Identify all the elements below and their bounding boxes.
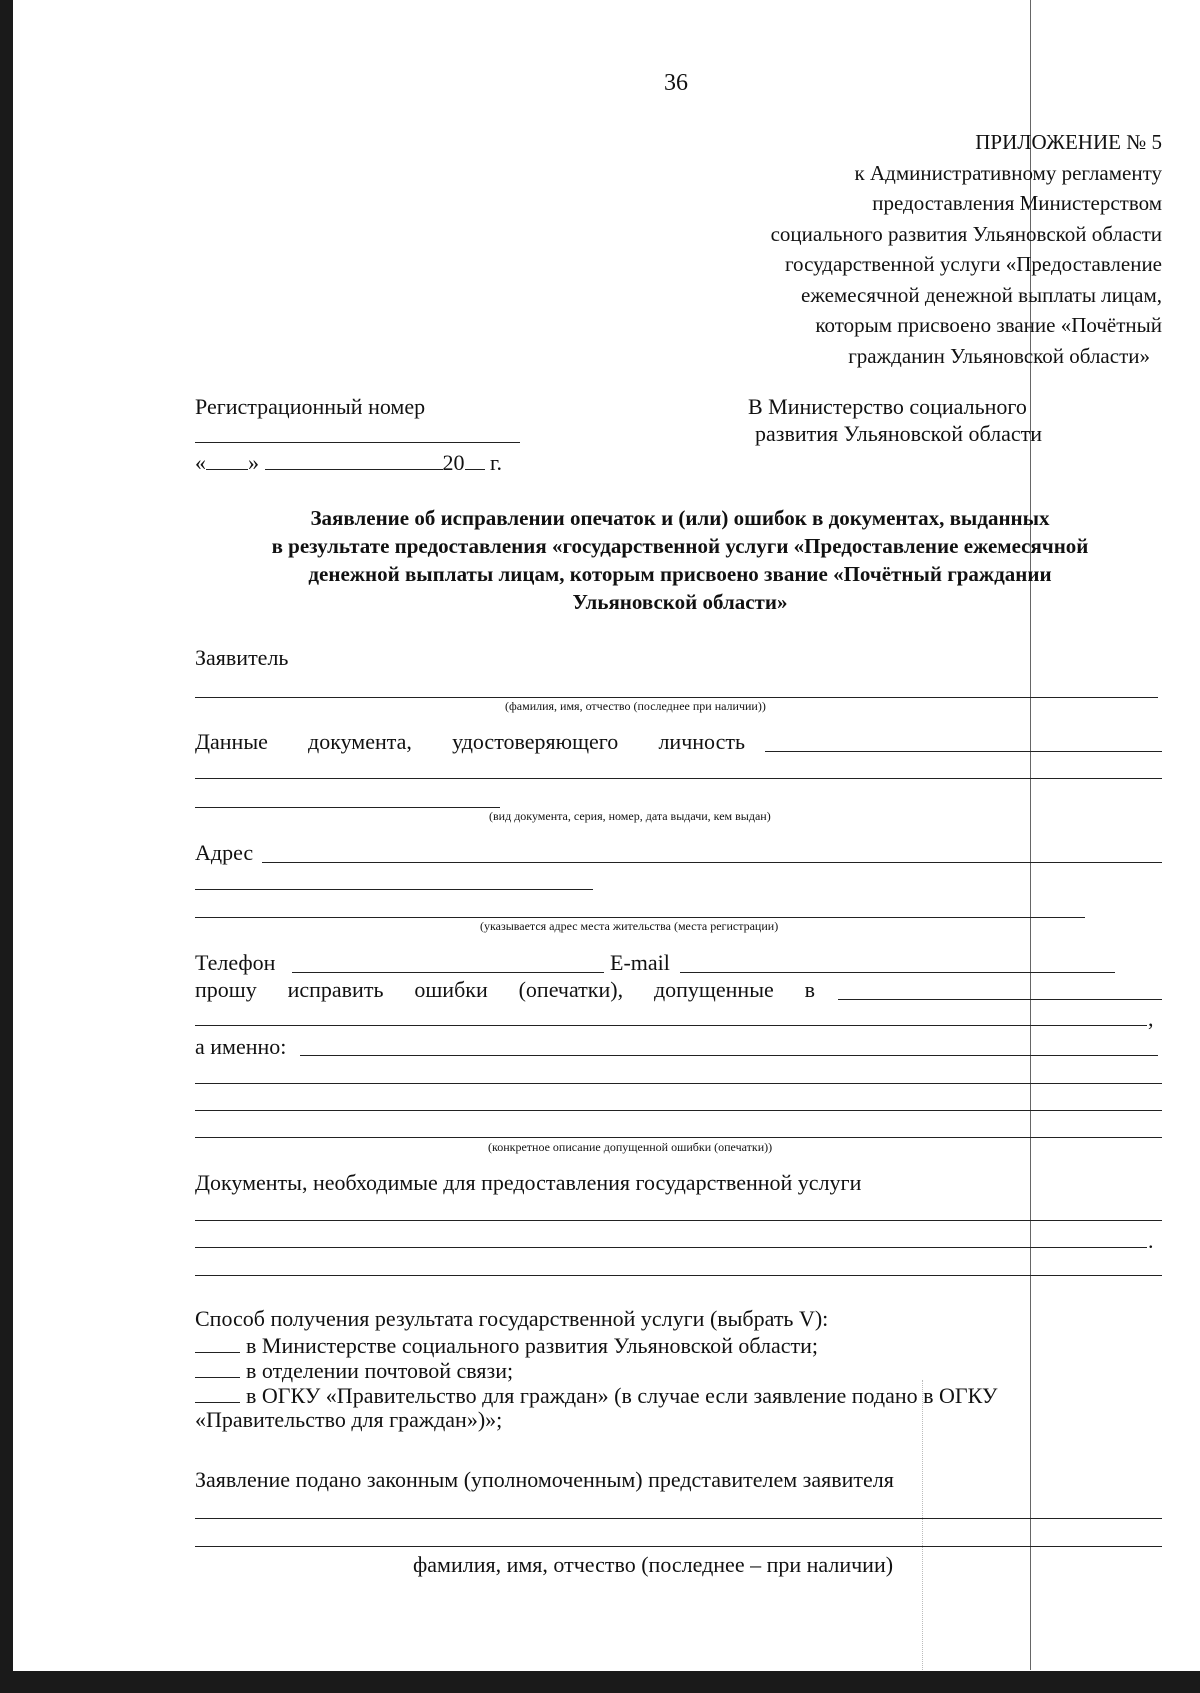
- registration-number-field[interactable]: [195, 442, 520, 443]
- identity-doc-field-line2[interactable]: [195, 778, 1162, 779]
- page-number: 36: [664, 70, 688, 96]
- delivery-option-post: в отделении почтовой связи;: [195, 1357, 513, 1384]
- address-field-line2[interactable]: [195, 889, 593, 890]
- namely-label: а именно:: [195, 1034, 287, 1059]
- representative-caption: фамилия, имя, отчество (последнее – при наличии): [413, 1552, 894, 1577]
- date-close-quote: »: [248, 450, 259, 475]
- title-line: Ульяновской области»: [572, 590, 788, 614]
- address-label: Адрес: [195, 840, 254, 865]
- annex-line: предоставления Министерством: [872, 191, 1162, 215]
- scan-fold-line-faint: [922, 1380, 923, 1670]
- delivery-option-ministry: в Министерстве социального развития Ульяновской области;: [195, 1332, 818, 1359]
- identity-doc-label: Данные документа, удостоверяющего личность: [195, 729, 745, 754]
- addressee-line: В Министерство социального: [748, 394, 1027, 419]
- phone-field[interactable]: [292, 972, 604, 973]
- addressee-line: развития Ульяновской области: [755, 421, 1043, 446]
- applicant-name-field[interactable]: [195, 697, 1158, 698]
- documents-period: .: [1148, 1228, 1154, 1253]
- date-year-prefix: 20: [442, 450, 465, 475]
- annex-line: которым присвоено звание «Почётный: [815, 313, 1162, 337]
- date-year-field[interactable]: [465, 449, 485, 470]
- error-description-field-line4[interactable]: [195, 1137, 1162, 1138]
- delivery-option-ogku-continuation: «Правительство для граждан»)»;: [195, 1407, 503, 1432]
- scan-left-border: [0, 0, 13, 1693]
- scan-bottom-border: [0, 1671, 1200, 1693]
- title-line: в результате предоставления «государственной услуги «Предоставление ежемесячной: [271, 534, 1089, 558]
- error-description-field[interactable]: [300, 1055, 1158, 1056]
- address-field[interactable]: [262, 862, 1162, 863]
- request-document-field-line2[interactable]: [195, 1025, 1147, 1026]
- identity-doc-field[interactable]: [765, 751, 1162, 752]
- representative-name-field[interactable]: [195, 1518, 1162, 1519]
- date-day-field[interactable]: [206, 449, 248, 470]
- representative-name-field-line2[interactable]: [195, 1546, 1162, 1547]
- date-open-quote: «: [195, 450, 206, 475]
- applicant-caption: (фамилия, имя, отчество (последнее при наличии)): [505, 699, 766, 713]
- email-label: E-mail: [610, 950, 670, 975]
- annex-heading: ПРИЛОЖЕНИЕ № 5: [975, 130, 1162, 154]
- annex-line: гражданин Ульяновской области»: [848, 343, 1150, 368]
- title-line: денежной выплаты лицам, которым присвоено звание «Почётный граждании: [308, 562, 1052, 586]
- delivery-option-post-checkbox[interactable]: [195, 1357, 240, 1378]
- documents-field-line3[interactable]: [195, 1275, 1162, 1276]
- error-description-caption: (конкретное описание допущенной ошибки (опечатки)): [488, 1140, 773, 1154]
- address-caption: (указывается адрес места жительства (места регистрации): [480, 919, 779, 933]
- date-month-field[interactable]: [265, 449, 443, 470]
- request-document-field[interactable]: [838, 999, 1162, 1000]
- annex-line: государственной услуги «Предоставление: [784, 252, 1162, 276]
- applicant-label: Заявитель: [195, 645, 289, 670]
- delivery-option-ministry-checkbox[interactable]: [195, 1332, 240, 1353]
- registration-date: [195, 449, 502, 476]
- documents-label: Документы, необходимые для предоставления государственной услуги: [195, 1170, 862, 1195]
- registration-label: Регистрационный номер: [195, 394, 426, 419]
- request-comma: ,: [1148, 1006, 1154, 1031]
- request-label: прошу исправить ошибки (опечатки), допущенные в: [195, 977, 815, 1002]
- delivery-option-ogku: в ОГКУ «Правительство для граждан» (в случае если заявление подано в ОГКУ: [195, 1382, 997, 1409]
- title-line: Заявление об исправлении опечаток и (или) ошибок в документах, выданных: [310, 506, 1050, 530]
- documents-field[interactable]: [195, 1220, 1162, 1221]
- phone-label: Телефон: [195, 950, 276, 975]
- error-description-field-line2[interactable]: [195, 1083, 1162, 1084]
- annex-line: к Административному регламенту: [854, 160, 1162, 185]
- email-field[interactable]: [680, 972, 1115, 973]
- error-description-field-line3[interactable]: [195, 1110, 1162, 1111]
- date-year-suffix: г.: [490, 450, 503, 475]
- address-field-line3[interactable]: [195, 917, 1085, 918]
- identity-doc-caption: (вид документа, серия, номер, дата выдачи, кем выдан): [489, 809, 771, 823]
- representative-label: Заявление подано законным (уполномоченным) представителем заявителя: [195, 1467, 894, 1492]
- delivery-option-ogku-checkbox[interactable]: [195, 1382, 240, 1403]
- annex-line: социального развития Ульяновской области: [770, 221, 1162, 246]
- annex-line: ежемесячной денежной выплаты лицам,: [801, 282, 1162, 307]
- identity-doc-field-line3[interactable]: [195, 807, 500, 808]
- annex-block: [602, 127, 1162, 371]
- document-title: [190, 504, 1170, 616]
- documents-field-line2[interactable]: [195, 1247, 1147, 1248]
- delivery-label: Способ получения результата государственной услуги (выбрать V):: [195, 1306, 829, 1331]
